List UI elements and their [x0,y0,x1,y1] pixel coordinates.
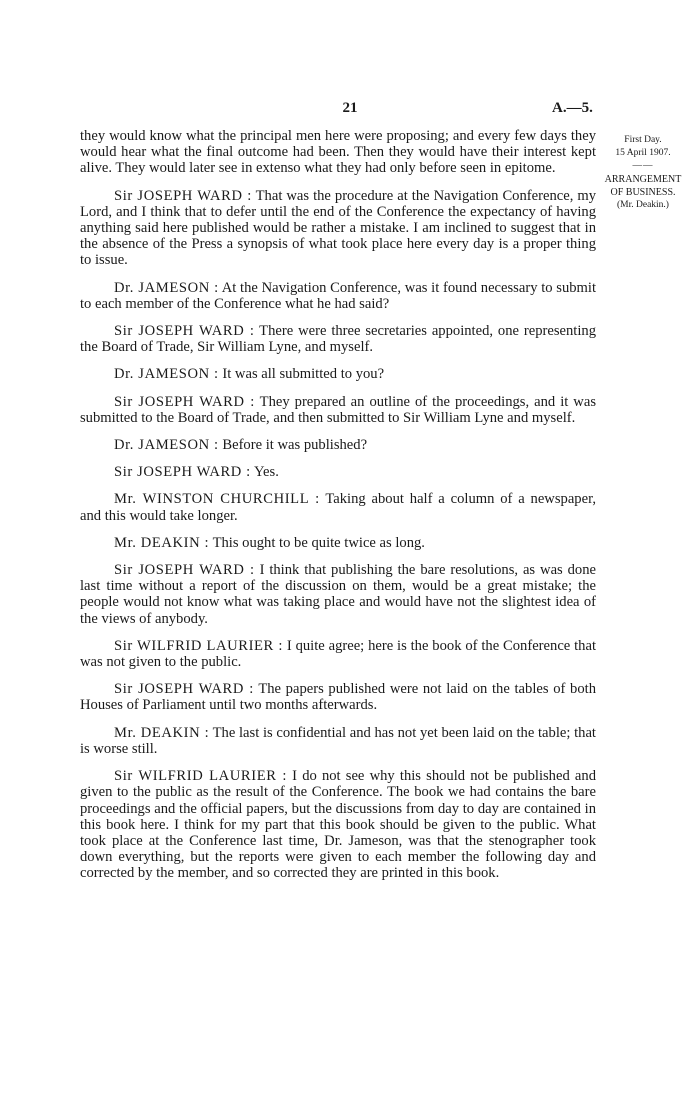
margin-speaker: (Mr. Deakin.) [617,200,669,210]
margin-date-day: First Day. [624,135,662,145]
speaker-name: Dr. JAMESON : [114,279,219,296]
page-number: 21 [342,100,358,116]
paragraph [80,394,596,426]
paragraph [80,638,596,670]
paragraph [80,535,596,551]
paragraph-text: I quite agree; here is the book of the Conference that was not given to the public. [80,637,596,671]
paragraph [80,437,596,453]
paragraph [80,323,596,355]
paragraph [80,491,596,523]
paragraph-text: This ought to be quite twice as long. [212,534,425,551]
paragraph [80,188,596,269]
paragraph-text: I do not see why this should not be published and given to the public as the result of the Conference. The book we had contains the bare proceedings and the official papers, but the discussions from day to day are contained in this book here. I think for my part that this book should be given to the public. What took place at the Conference last time, Dr. Jameson, was that the stenographer took down everything, but the reports were given to each member the following day and corrected by the member, and so corrected they are printed in this book. [80,768,596,882]
paragraph-text: Taking about half a column of a newspaper, and this would take longer. [80,491,597,524]
speaker-name: Sir WILFRID LAURIER : [114,637,283,654]
speaker-name: Sir JOSEPH WARD : [114,187,252,204]
paragraph-text: The papers published were not laid on the tables of both Houses of Parliament until two months afterwards. [80,681,596,714]
paragraph [80,725,596,757]
paragraph [80,366,596,382]
transcript-body [80,128,596,893]
margin-subject-line1: ARRANGEMENT [604,174,682,185]
paragraph-text: There were three secretaries appointed, one representing the Board of Trade, Sir William Lyne, and myself. [80,323,596,356]
speaker-name: Sir JOSEPH WARD : [114,323,255,340]
paragraph-text: Yes. [253,464,279,481]
speaker-name: Sir JOSEPH WARD : [114,562,255,579]
paragraph [80,768,596,881]
margin-dash: —— [632,161,654,171]
speaker-name: Sir JOSEPH WARD : [114,681,254,698]
paragraph [80,280,596,312]
paragraph-text: It was all submitted to you? [222,366,385,383]
speaker-name: Mr. WINSTON CHURCHILL : [114,491,320,508]
paragraph-text: The last is confidential and has not yet been laid on the table; that is worse still. [80,724,596,757]
paragraph-text: I think that publishing the bare resolutions, as was done last time without a report of the discussion on them, would be a great mistake; the people would not know what was taking place and would have not the slightest idea of the views of anybody. [80,562,597,627]
paragraph-text: At the Navigation Conference, was it found necessary to submit to each member of the Conference what he had said? [80,279,597,312]
speaker-name: Mr. DEAKIN : [114,534,210,551]
speaker-name: Sir JOSEPH WARD : [114,464,251,481]
speaker-name: Sir WILFRID LAURIER : [114,768,287,785]
paragraph [80,562,596,627]
paragraph [80,128,596,177]
paragraph-text: Before it was published? [222,437,368,454]
speaker-name: Dr. JAMESON : [114,437,219,454]
speaker-name: Dr. JAMESON : [114,366,219,383]
paragraph [80,681,596,713]
paragraph-text: They prepared an outline of the proceedings, and it was submitted to the Board of Trade, and then submitted to Sir William Lyne and myself. [80,393,597,426]
document-reference: A.—5. [552,100,593,116]
speaker-name: Mr. DEAKIN : [114,724,210,741]
paragraph-text: they would know what the principal men here were proposing; and every few days they would hear what the final outcome had been. Then they would have their interest kept alive. They would later see in extenso what they had only before seen in epitome. [80,128,596,177]
paragraph [80,464,596,480]
margin-note [603,134,683,212]
speaker-name: Sir JOSEPH WARD : [114,393,255,410]
margin-subject-line2: OF BUSINESS. [610,187,676,198]
margin-date: 15 April 1907. [615,148,671,158]
paragraph-text: That was the procedure at the Navigation Conference, my Lord, and I think that to defer until the end of the Conference the expectancy of having anything said here published would be rather a mistake. I am inclined to suggest that in the absence of the Press a synopsis of what took place here every day is a proper thing to issue. [80,187,596,269]
